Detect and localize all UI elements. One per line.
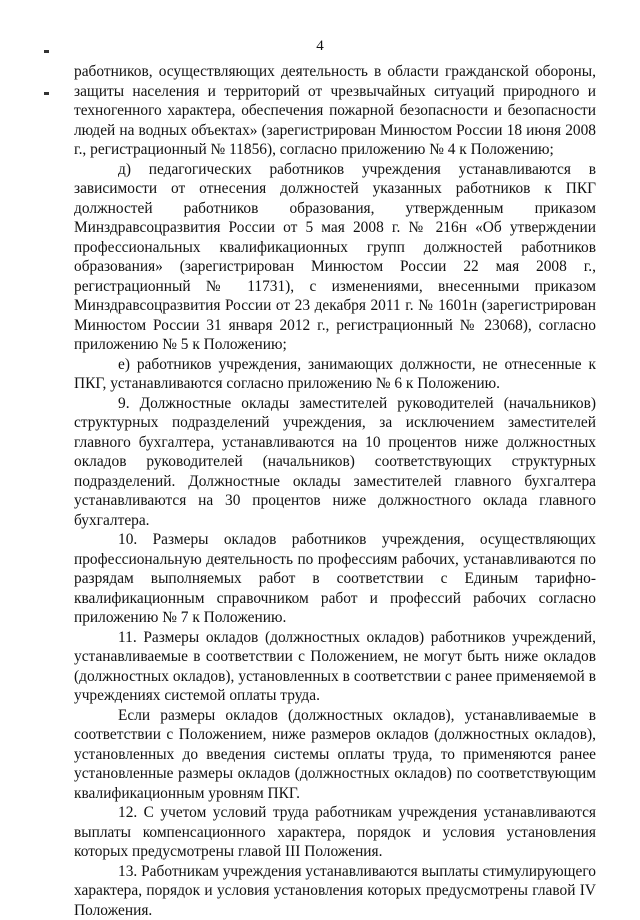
paragraph-13: 13. Работникам учреждения устанавливаются выплаты стимулирующего характера, порядок и условия установления которых предусмотрены главой IV Положения. <box>74 862 596 920</box>
document-body <box>74 62 596 920</box>
scan-mark <box>44 92 49 95</box>
paragraph-11-continued: Если размеры окладов (должностных окладов), устанавливаемые в соответствии с Положением, ниже размеров окладов (должностных окладов), установленных до введения системы оплаты труда, то применяются ранее установленные размеры окладов (должностных окладов) по соответствующим квалификационным уровням ПКГ. <box>74 706 596 804</box>
paragraph-continuation: работников, осуществляющих деятельность в области гражданской обороны, защиты населения и территорий от чрезвычайных ситуаций природного и техногенного характера, обеспечения пожарной безопасности и безопасности людей на водных объектах» (зарегистрирован Минюстом России 18 июня 2008 г., регистрационный № 11856), согласно приложению № 4 к Положению; <box>74 62 596 160</box>
paragraph-9: 9. Должностные оклады заместителей руководителей (начальников) структурных подразделений учреждения, за исключением заместителей главного бухгалтера, устанавливаются на 10 процентов ниже должностных окладов руководителей (начальников) соответствующих структурных подразделений. Должностные оклады заместителей главного бухгалтера устанавливаются на 30 процентов ниже должностного оклада главного бухгалтера. <box>74 394 596 531</box>
page-number: 4 <box>0 38 640 55</box>
paragraph-item-e: е) работников учреждения, занимающих должности, не отнесенные к ПКГ, устанавливаются согласно приложению № 6 к Положению. <box>74 355 596 394</box>
paragraph-10: 10. Размеры окладов работников учреждения, осуществляющих профессиональную деятельность по профессиям рабочих, устанавливаются по разрядам выполняемых работ в соответствии с Единым тарифно-квалификационным справочником работ и профессий рабочих согласно приложению № 7 к Положению. <box>74 530 596 628</box>
paragraph-item-d: д) педагогических работников учреждения устанавливаются в зависимости от отнесения должностей указанных работников к ПКГ должностей работников образования, утвержденным приказом Минздравсоцразвития России от 5 мая 2008 г. № 216н «Об утверждении профессиональных квалификационных групп должностей работников образования» (зарегистрирован Минюстом России 22 мая 2008 г., регистрационный № 11731), с изменениями, внесенными приказом Минздравсоцразвития России от 23 декабря 2011 г. № 1601н (зарегистрирован Минюстом России 31 января 2012 г., регистрационный № 23068), согласно приложению № 5 к Положению; <box>74 160 596 355</box>
paragraph-12: 12. С учетом условий труда работникам учреждения устанавливаются выплаты компенсационного характера, порядок и условия установления которых предусмотрены главой III Положения. <box>74 803 596 862</box>
paragraph-11: 11. Размеры окладов (должностных окладов) работников учреждений, устанавливаемые в соответствии с Положением, не могут быть ниже окладов (должностных окладов), установленных в соответствии с ранее применяемой в учреждениях системой оплаты труда. <box>74 628 596 706</box>
